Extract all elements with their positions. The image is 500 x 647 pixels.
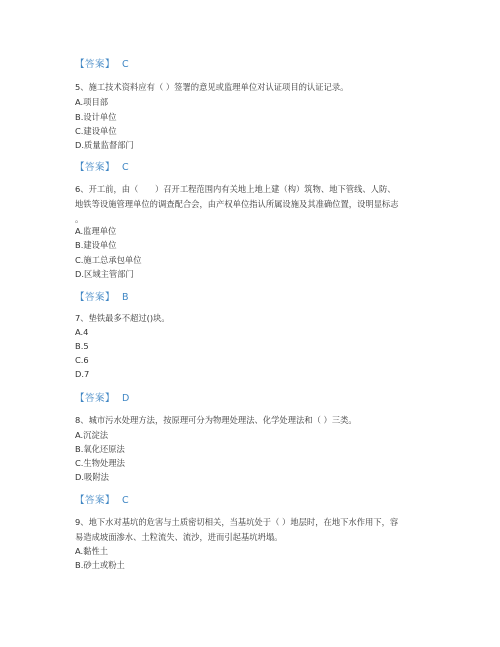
question-text: 。 — [75, 213, 84, 224]
question-text: 6、开工前，由（ ）召开工程范围内有关地上地上建（构）筑物、地下管线、人防、 — [75, 184, 396, 194]
option-b: B.氧化还原法 — [75, 444, 125, 454]
question-6 — [75, 182, 435, 226]
option-b: B.设计单位 — [75, 112, 117, 122]
option-b: B.砂土或粉土 — [75, 560, 125, 570]
question-text: 易造成坡面渗水、土粒流失、流沙，进而引起基坑坍塌。 — [75, 531, 283, 542]
option-c: C.6 — [75, 355, 89, 365]
question-text: 9、地下水对基坑的危害与土质密切相关，当基坑处于（ ）地层时，在地下水作用下，容 — [75, 517, 399, 527]
option-c: C.生物处理法 — [75, 458, 125, 468]
option-a: A.沉淀法 — [75, 430, 109, 440]
answer-label: 【答案】 D — [75, 393, 130, 404]
question-7 — [75, 311, 435, 326]
option-d: D.吸附法 — [75, 472, 109, 482]
option-a: A.监理单位 — [75, 226, 117, 236]
option-c: C.施工总承包单位 — [75, 255, 142, 265]
option-a: A.黏性土 — [75, 546, 109, 556]
answer-label: 【答案】 B — [75, 292, 130, 303]
option-b: B.建设单位 — [75, 240, 117, 250]
option-c: C.建设单位 — [75, 126, 117, 136]
option-d: D.7 — [75, 369, 90, 379]
question-9 — [75, 515, 435, 545]
question-text: 7、垫铁最多不超过()块。 — [75, 313, 170, 323]
question-text: 地铁等设施管理单位的调查配合会，由产权单位指认所属设施及其准确位置，设明显标志 — [75, 198, 399, 209]
question-text: 8、城市污水处理方法，按原理可分为物理处理法、化学处理法和（ ）三类。 — [75, 415, 357, 425]
answer-label: 【答案】 C — [75, 495, 130, 506]
option-a: A.项目部 — [75, 97, 109, 107]
answer-label: 【答案】 C — [75, 162, 130, 173]
option-b: B.5 — [75, 341, 89, 351]
question-5 — [75, 80, 435, 95]
answer-label: 【答案】 C — [75, 59, 130, 70]
question-text: 5、施工技术资料应有（ ）签署的意见或监理单位对认证项目的认证记录。 — [75, 82, 349, 92]
question-8 — [75, 413, 435, 428]
option-a: A.4 — [75, 327, 89, 337]
option-d: D.区域主管部门 — [75, 269, 134, 279]
option-d: D.质量监督部门 — [75, 140, 134, 150]
